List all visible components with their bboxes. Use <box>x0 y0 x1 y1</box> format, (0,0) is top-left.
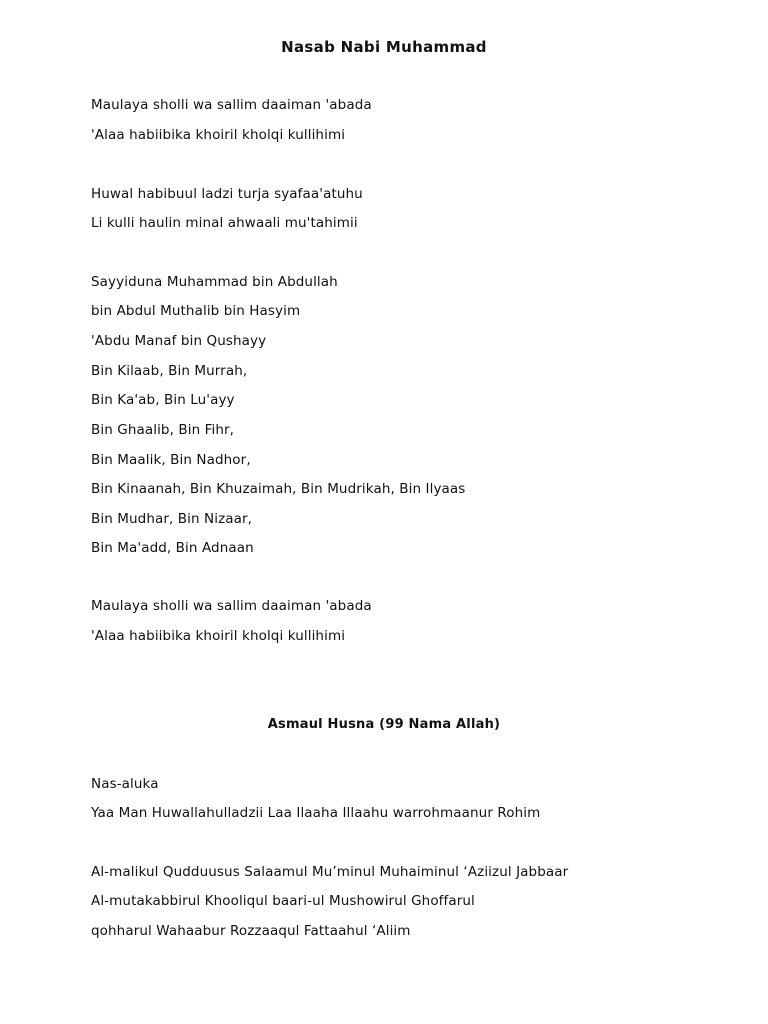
section-title: Asmaul Husna (99 Nama Allah) <box>267 717 501 732</box>
text-line: 'Alaa habiibika khoiril kholqi kullihimi <box>91 628 346 644</box>
text-line: Bin Mudhar, Bin Nizaar, <box>91 511 253 527</box>
text-line: Li kulli haulin minal ahwaali mu'tahimii <box>91 215 358 231</box>
text-line: Nas-aluka <box>91 776 159 792</box>
text-line: Bin Kilaab, Bin Murrah, <box>91 363 248 379</box>
text-line: qohharul Wahaabur Rozzaaqul Fattaahul ‘Aliim <box>91 923 411 939</box>
text-line: Maulaya sholli wa sallim daaiman 'abada <box>91 97 372 113</box>
text-line: 'Abdu Manaf bin Qushayy <box>91 333 267 349</box>
page-title: Nasab Nabi Muhammad <box>281 38 487 56</box>
text-line: Sayyiduna Muhammad bin Abdullah <box>91 274 338 290</box>
text-line: Bin Ghaalib, Bin Fihr, <box>91 422 235 438</box>
text-line: Al-mutakabbirul Khooliqul baari-ul Mushowirul Ghoffarul <box>91 893 475 909</box>
text-line: bin Abdul Muthalib bin Hasyim <box>91 303 301 319</box>
text-line: Huwal habibuul ladzi turja syafaa'atuhu <box>91 186 363 202</box>
text-line: Yaa Man Huwallahulladzii Laa Ilaaha Illaahu warrohmaanur Rohim <box>91 805 541 821</box>
text-line: 'Alaa habiibika khoiril kholqi kullihimi <box>91 127 346 143</box>
text-line: Bin Ka'ab, Bin Lu'ayy <box>91 392 235 408</box>
text-line: Al-malikul Qudduusus Salaamul Mu’minul Muhaiminul ‘Aziizul Jabbaar <box>91 864 569 880</box>
text-line: Bin Maalik, Bin Nadhor, <box>91 452 251 468</box>
text-line: Maulaya sholli wa sallim daaiman 'abada <box>91 598 372 614</box>
text-line: Bin Kinaanah, Bin Khuzaimah, Bin Mudrikah, Bin Ilyaas <box>91 481 466 497</box>
text-line: Bin Ma'add, Bin Adnaan <box>91 540 254 556</box>
